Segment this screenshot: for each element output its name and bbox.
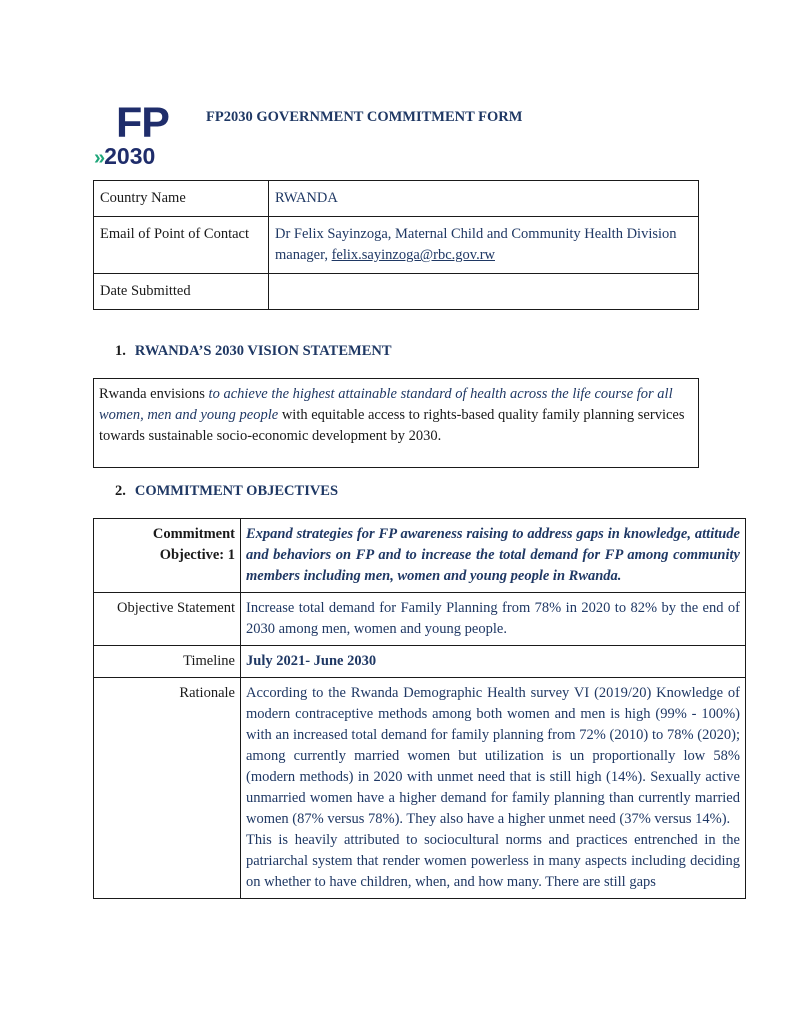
email-link[interactable]: felix.sayinzoga@rbc.gov.rw [331,247,495,263]
section2-number: 2. [115,483,126,499]
country-label: Country Name [94,181,269,217]
timeline-value: July 2021- June 2030 [241,646,746,678]
rationale-value [241,678,746,899]
rationale-paragraph-1: According to the Rwanda Demographic Health survey VI (2019/20) Knowledge of modern contraceptive methods among both women and men is high (99% - 100%) with an increased total demand for family planning from 72% (2010) to 78% (2020); among currently married women but utilization is un proportionally low 58% (modern methods) in 2020 with unmet need that is still high (14%). Sexually active unmarried women have a higher demand for family planning than currently married women (87% versus 78%). They also have a higher unmet need (37% versus 14%). [246,685,740,827]
table-row [94,274,699,310]
logo-year-text: 2030 [104,143,156,169]
vision-text-end: with equitable access to rights-based quality family planning services towards sustainable socio-economic development by 2030. [99,407,685,444]
table-row [94,181,699,217]
table-row [94,593,746,646]
objective-label: Commitment Objective: 1 [94,519,241,593]
statement-label: Objective Statement [94,593,241,646]
timeline-label: Timeline [94,646,241,678]
chevron-right-icon: » [94,147,103,169]
section1-number: 1. [115,343,126,359]
vision-text-start: Rwanda envisions [99,386,209,402]
table-row [94,646,746,678]
objective-value: Expand strategies for FP awareness raising to address gaps in knowledge, attitude and behaviors on FP and to increase the total demand for FP among community members including men, women and young people in Rwanda. [241,519,746,593]
commitment-objectives-table [93,518,746,899]
email-label: Email of Point of Contact [94,217,269,274]
fp2030-logo-year [94,143,155,171]
form-title: FP2030 GOVERNMENT COMMITMENT FORM [206,109,523,125]
country-value: RWANDA [269,181,699,217]
section1-heading [115,343,392,360]
table-row [94,217,699,274]
fp2030-logo-fp: FP [116,99,169,147]
rationale-label: Rationale [94,678,241,899]
date-value [269,274,699,310]
section2-heading [115,483,338,500]
statement-value: Increase total demand for Family Planning from 78% in 2020 to 82% by the end of 2030 among men, women and young people. [241,593,746,646]
vision-statement-box [93,378,699,468]
contact-person: Dr Felix Sayinzoga, Maternal Child and Community Health Division manager, [275,226,677,263]
section2-title: COMMITMENT OBJECTIVES [134,483,339,499]
email-value [269,217,699,274]
section1-title: RWANDA’S 2030 VISION STATEMENT [134,343,392,359]
date-label: Date Submitted [94,274,269,310]
rationale-paragraph-2: This is heavily attributed to sociocultural norms and practices entrenched in the patriarchal system that render women powerless in many aspects including deciding on whether to have children, when, and how many. There are still gaps [246,832,740,890]
table-row [94,678,746,899]
vision-text-emphasis: to achieve the highest attainable standard of health across the life course for all women, men and young people [99,386,673,423]
table-row [94,519,746,593]
contact-info-table [93,180,699,310]
